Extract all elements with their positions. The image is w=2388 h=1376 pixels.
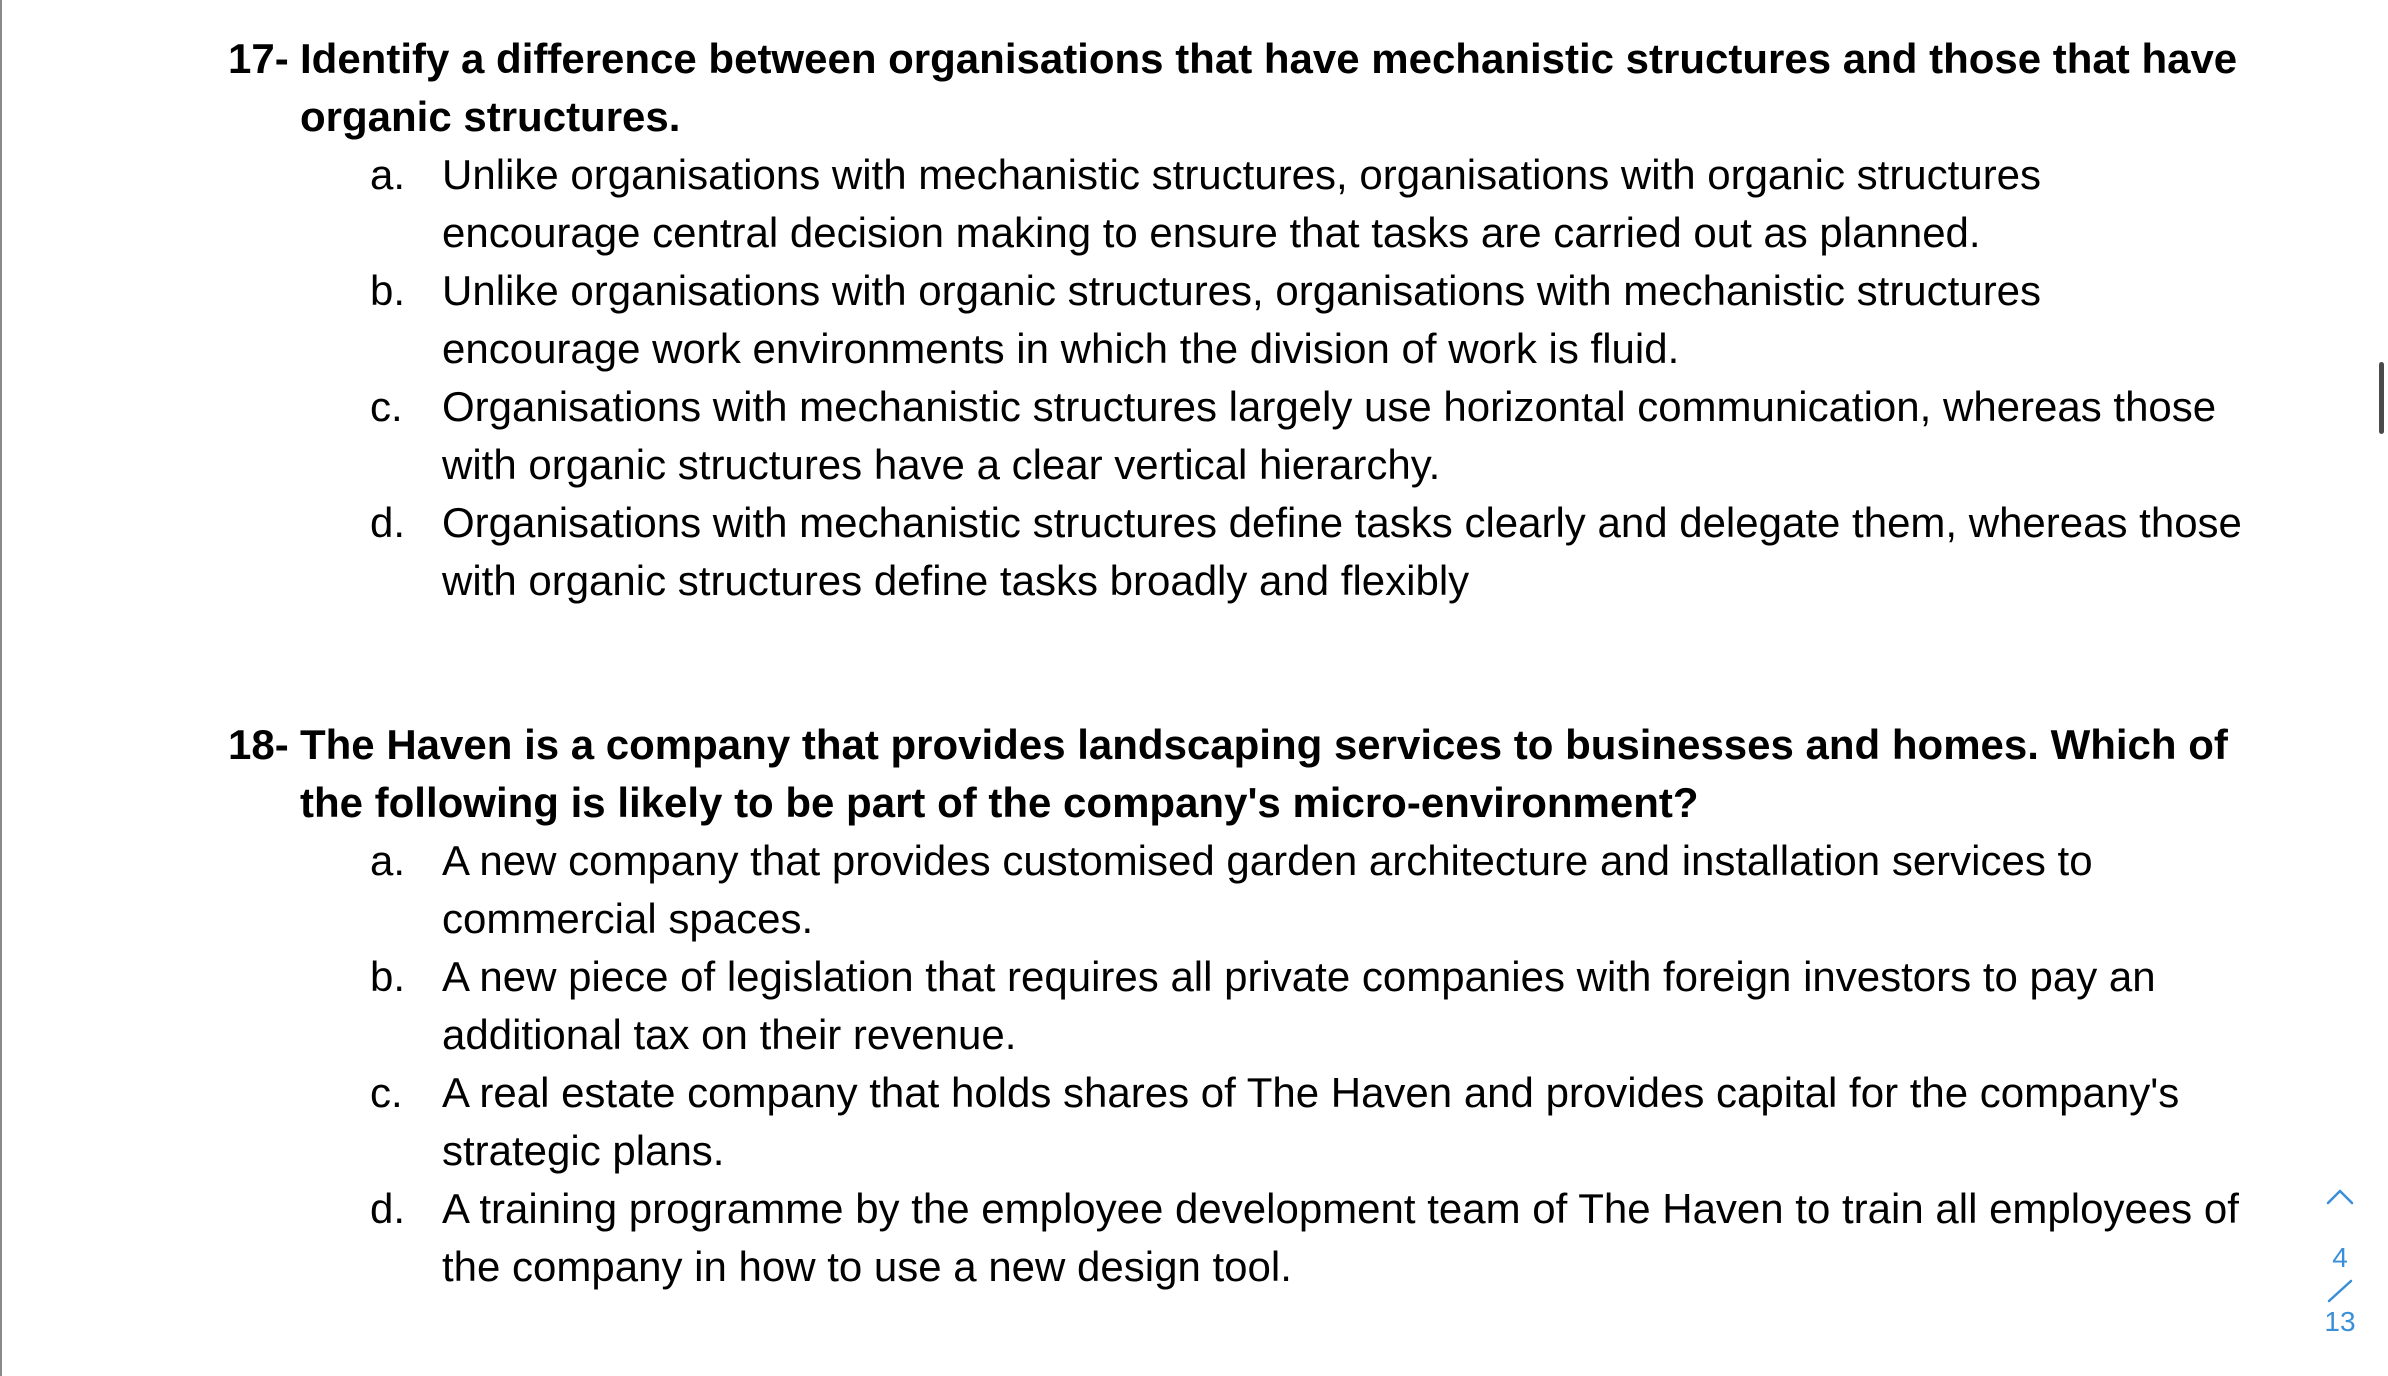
option-letter: c. <box>370 383 403 430</box>
question-title <box>228 30 2248 146</box>
question-18 <box>228 716 2248 1296</box>
option-a <box>370 146 2248 262</box>
scrollbar-thumb[interactable] <box>2379 362 2384 434</box>
option-text: A new piece of legislation that requires all private companies with foreign investors to pay an additional tax on their revenue. <box>442 953 2156 1058</box>
question-17 <box>228 30 2248 610</box>
option-b <box>370 262 2248 378</box>
question-title <box>228 716 2248 832</box>
current-page-number: 4 <box>2332 1242 2348 1273</box>
option-letter: d. <box>370 1185 406 1232</box>
option-d <box>370 1180 2248 1296</box>
option-text: A real estate company that holds shares of The Haven and provides capital for the company's strategic plans. <box>442 1069 2180 1174</box>
option-c <box>370 1064 2248 1180</box>
option-letter: b. <box>370 953 406 1000</box>
option-text: Organisations with mechanistic structures define tasks clearly and delegate them, whereas those with organic structures define tasks broadly and flexibly <box>442 499 2242 604</box>
option-d <box>370 494 2248 610</box>
option-text: A training programme by the employee development team of The Haven to train all employees of the company in how to use a new design tool. <box>442 1185 2239 1290</box>
option-letter: d. <box>370 499 406 546</box>
page-indicator <box>2310 1185 2370 1337</box>
option-letter: a. <box>370 151 406 198</box>
chevron-up-icon[interactable] <box>2325 1185 2355 1207</box>
option-text: Organisations with mechanistic structures largely use horizontal communication, whereas those with organic structures have a clear vertical hierarchy. <box>442 383 2217 488</box>
option-text: Unlike organisations with mechanistic structures, organisations with organic structures encourage central decision making to ensure that tasks are carried out as planned. <box>442 151 2042 256</box>
options-list <box>370 832 2248 1296</box>
option-letter: b. <box>370 267 406 314</box>
option-b <box>370 948 2248 1064</box>
option-c <box>370 378 2248 494</box>
question-number: 17- <box>228 35 289 82</box>
option-text: A new company that provides customised garden architecture and installation services to commercial spaces. <box>442 837 2093 942</box>
total-pages-number: 13 <box>2324 1306 2356 1337</box>
option-a <box>370 832 2248 948</box>
question-text: The Haven is a company that provides landscaping services to businesses and homes. Which of the following is likely to be part of the company's micro-environment? <box>300 721 2228 826</box>
option-text: Unlike organisations with organic structures, organisations with mechanistic structures encourage work environments in which the division of work is fluid. <box>442 267 2042 372</box>
option-letter: a. <box>370 837 406 884</box>
question-text: Identify a difference between organisations that have mechanistic structures and those that have organic structures. <box>300 35 2238 140</box>
question-number: 18- <box>228 721 289 768</box>
option-letter: c. <box>370 1069 403 1116</box>
options-list <box>370 146 2248 610</box>
slash-icon <box>2325 1275 2355 1305</box>
